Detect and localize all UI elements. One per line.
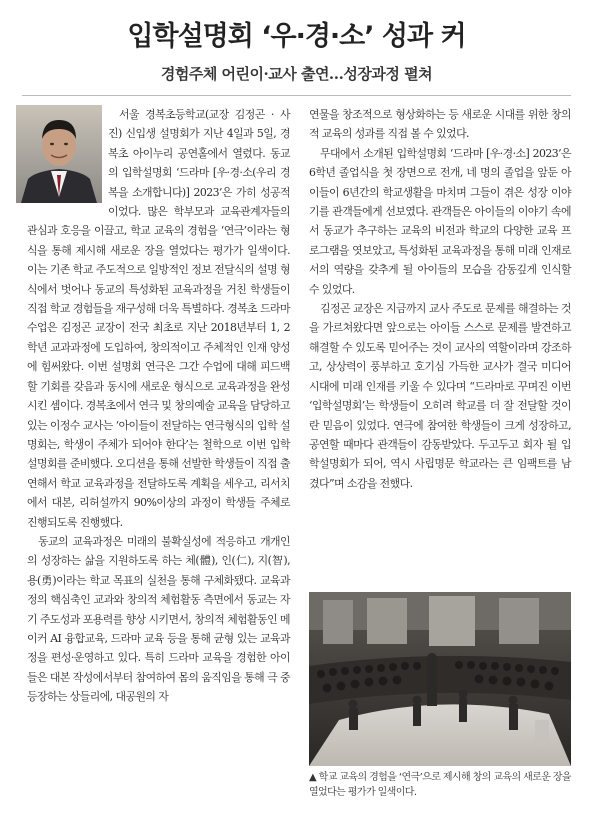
article-column-left <box>27 105 290 707</box>
article-paragraph: 동교의 교육과정은 미래의 불확실성에 적응하고 개개인의 성장하는 삶을 지원하도록 하는 체(體), 인(仁), 지(智), 용(勇)이라는 학교 목표의 실천을 통해 구체화됐다. 교육과정의 핵심축인 교과와 창의적 체험활동 측면에서 동교는 자기 주도성과 포용력를 향상 시키면서, 창의적 체험활동인 메이커 AI 융합교육, 드라마 교육 등을 통해 균형 있는 교육과정을 편성·운영하고 있다. 특히 드라마 교육을 경험한 아이들은 대본 작성에서부터 참여하여 몸의 움직임을 통해 극 중 등장하는 상들리에, 대공원의 자 <box>27 534 290 704</box>
photo-caption: ▲ 학교 교육의 경험을 ‘연극’으로 제시해 창의 교육의 새로운 장을 열었다는 평가가 일색이다. <box>309 772 571 798</box>
headline: 입학설명회 ‘우·경·소’ 성과 커 <box>127 21 466 52</box>
subheadline: 경험주체 어린이·교사 출연…성장과정 펼쳐 <box>160 65 433 83</box>
article-paragraph: 김정곤 교장은 지금까지 교사 주도로 문제를 해결하는 것을 가르쳐왔다면 앞으로는 아이들 스스로 문제를 발견하고 해결할 수 있도록 믿어주는 것이 교사의 역할이라며 강조하고, 상상력이 풍부하고 호기심 가득한 교사가 결국 미디어 시대에 미래 인재를 키울 수 있다며 “드라마로 꾸며진 이번 ‘입학설명회’는 학생들이 오히려 학교를 더 잘 전달할 것이란 믿음이 있었다. 연극에 참여한 학생들이 크게 성장하고, 공연할 때마다 관객들이 감동받았다. 두고두고 회자 될 입학설명회가 되어, 역시 사립명문 학교라는 큰 임팩트를 남겼다”며 소감을 전했다. <box>309 302 571 490</box>
divider-rule <box>22 95 571 96</box>
article-paragraph: 무대에서 소개된 입학설명회 ‘드라마 [우·경·소] 2023’은 6학년 졸업식을 첫 장면으로 전개, 네 명의 졸업을 앞둔 아이들이 6년간의 학교생활을 마치며 그들이 겪은 성장 이야기를 관객들에게 선보였다. 관객들은 아이들의 이야기 속에서 동교가 추구하는 교육의 비전과 학교의 다양한 교육 프로그램을 엿보았고, 특성화된 교육과정을 통해 미래 인재로서의 역량을 갖추게 될 아이들의 모습을 감동깊게 인식할 수 있었다. <box>309 146 571 296</box>
article-paragraph: 서울 경복초등학교(교장 김정곤 · 사진) 신입생 설명회가 지난 4일과 5일, 경복초 아이누리 공연홀에서 열렸다. 동교의 입학설명회 ‘드라마 [우·경·소(우리 경복을 소개합니다)] 2023’은 가히 성공적이었다. 많은 학부모과 교육관계자들의 관심과 호응을 이끌고, 학교 교육의 경험을 ‘연극’이라는 형식을 통해 제시해 새로운 장을 열었다는 평가가 일색이다. 이는 기존 학교 주도적으로 일방적인 정보 전달식의 설명 형식에서 벗어나 동교의 특성화된 교육과정을 거친 학생들이 직접 학교 경험들을 재구성해 더욱 특별하다. 경복초 드라마수업은 김정곤 교장이 전국 최초로 지난 2018년부터 1, 2학년 교과과정에 도입하여, 창의적이고 주체적인 인재 양성에 힘써왔다. 이번 설명회 연극은 그간 수업에 대해 피드백할 기회를 갖음과 동시에 새로운 형식으로 교육과정을 완성시킨 셈이다. 경복초에서 연극 및 창의예술 교육을 담당하고 있는 이정수 교사는 ‘아이들이 전달하는 연극형식의 입학 설명회는, 학생이 주체가 되어야 한다’는 철학으로 이번 입학설명회를 준비했다. 오디션을 통해 선발한 학생들이 직접 출연해서 학교 교육과정을 전달하도록 계획을 세우고, 리서치에서 대본, 리허설까지 90%이상의 과정이 학생들 주체로 진행되도록 진행했다. <box>27 108 290 529</box>
article-paragraph: 연물을 창조적으로 형상화하는 등 새로운 시대를 위한 창의적 교육의 성과를 직접 볼 수 있었다. <box>309 108 571 141</box>
principal-portrait-photo <box>16 105 102 203</box>
article-column-right <box>309 105 571 493</box>
performance-photo <box>309 592 571 766</box>
